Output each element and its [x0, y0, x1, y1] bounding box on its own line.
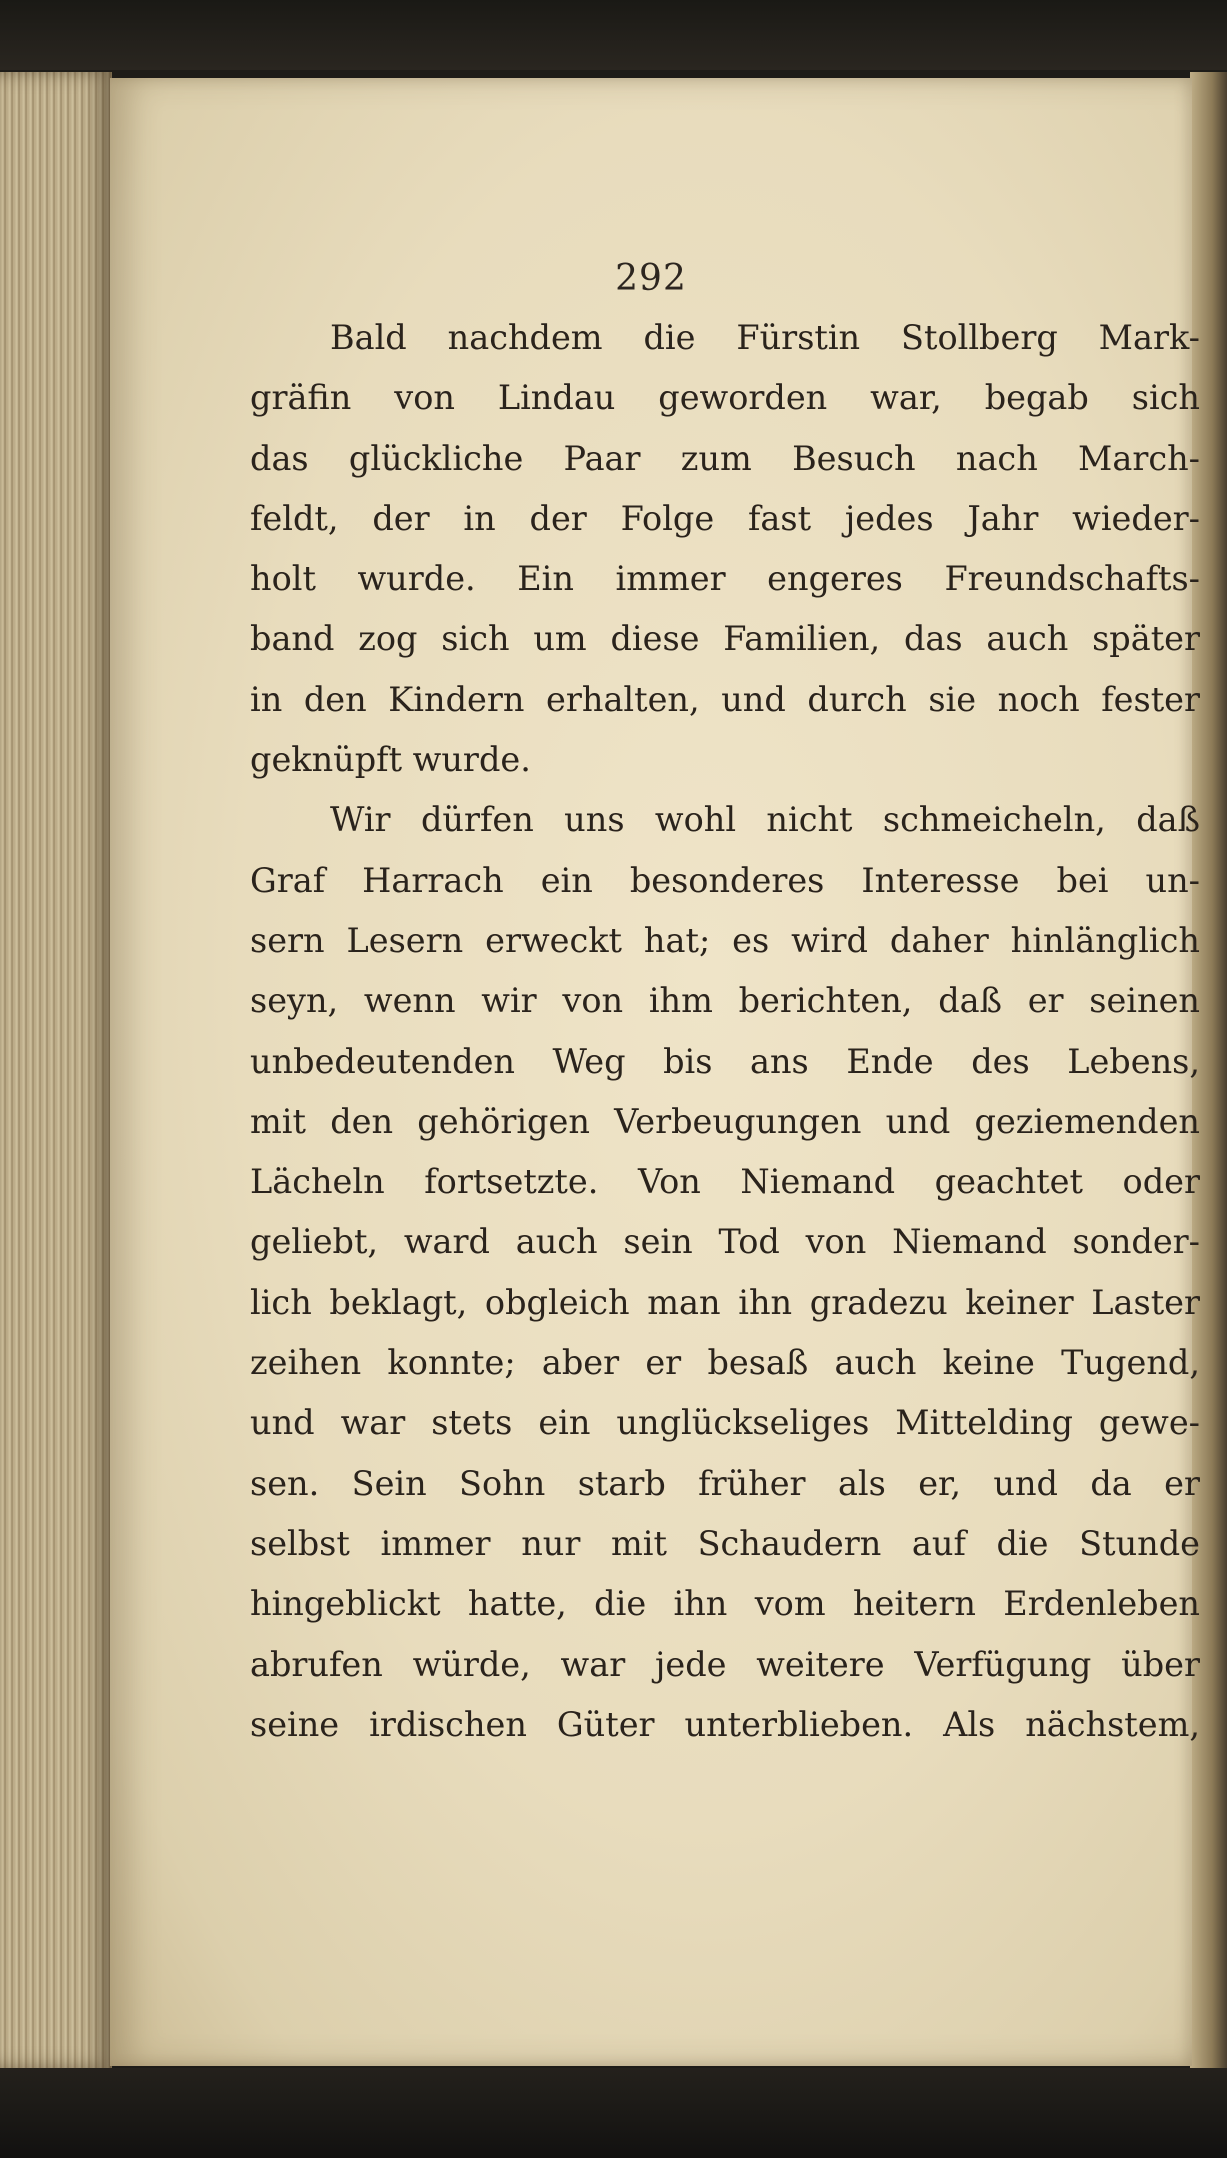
text-line: band zog sich um diese Familien, das auch später	[250, 619, 1200, 659]
scan-top-background	[0, 0, 1227, 70]
text-line: selbst immer nur mit Schaudern auf die Stunde	[250, 1523, 1200, 1563]
page-number: 292	[615, 258, 687, 299]
text-line: Lächeln fortsetzte. Von Niemand geachtet oder	[250, 1162, 1200, 1202]
text-line: sen. Sein Sohn starb früher als er, und da er	[250, 1463, 1200, 1503]
text-line: sern Lesern erweckt hat; es wird daher hinlänglich	[250, 920, 1200, 960]
text-line: lich beklagt, obgleich man ihn gradezu keiner Laster	[250, 1282, 1200, 1322]
text-line: in den Kindern erhalten, und durch sie noch fester	[250, 679, 1200, 719]
text-line: abrufen würde, war jede weitere Verfügung über	[250, 1644, 1200, 1684]
text-line: und war stets ein unglückseliges Mittelding gewe-	[250, 1403, 1200, 1443]
text-line: unbedeutenden Weg bis ans Ende des Lebens,	[250, 1041, 1200, 1081]
text-line: feldt, der in der Folge fast jedes Jahr wieder-	[250, 498, 1200, 538]
book-page-stack	[0, 72, 112, 2068]
text-line: seyn, wenn wir von ihm berichten, daß er seinen	[250, 981, 1200, 1021]
text-line: geknüpft wurde.	[250, 740, 531, 780]
text-line: mit den gehörigen Verbeugungen und geziemenden	[250, 1101, 1200, 1141]
text-line: holt wurde. Ein immer engeres Freundschafts-	[250, 559, 1200, 599]
body-text	[250, 308, 1200, 1755]
text-line: Bald nachdem die Fürstin Stollberg Mark-	[330, 318, 1200, 357]
text-line: Wir dürfen uns wohl nicht schmeicheln, daß	[330, 800, 1200, 840]
book-page	[110, 78, 1200, 2066]
text-line: das glückliche Paar zum Besuch nach March-	[250, 438, 1200, 478]
text-line: Graf Harrach ein besonderes Interesse bei un-	[250, 860, 1200, 900]
text-line: gräfin von Lindau geworden war, begab sich	[250, 378, 1200, 418]
text-line: hingeblickt hatte, die ihn vom heitern Erdenleben	[250, 1584, 1200, 1624]
text-line: geliebt, ward auch sein Tod von Niemand sonder-	[250, 1222, 1200, 1262]
text-line: zeihen konnte; aber er besaß auch keine Tugend,	[250, 1343, 1200, 1383]
scan-bottom-background	[0, 2068, 1227, 2158]
text-line: seine irdischen Güter unterblieben. Als nächstem,	[250, 1704, 1200, 1744]
